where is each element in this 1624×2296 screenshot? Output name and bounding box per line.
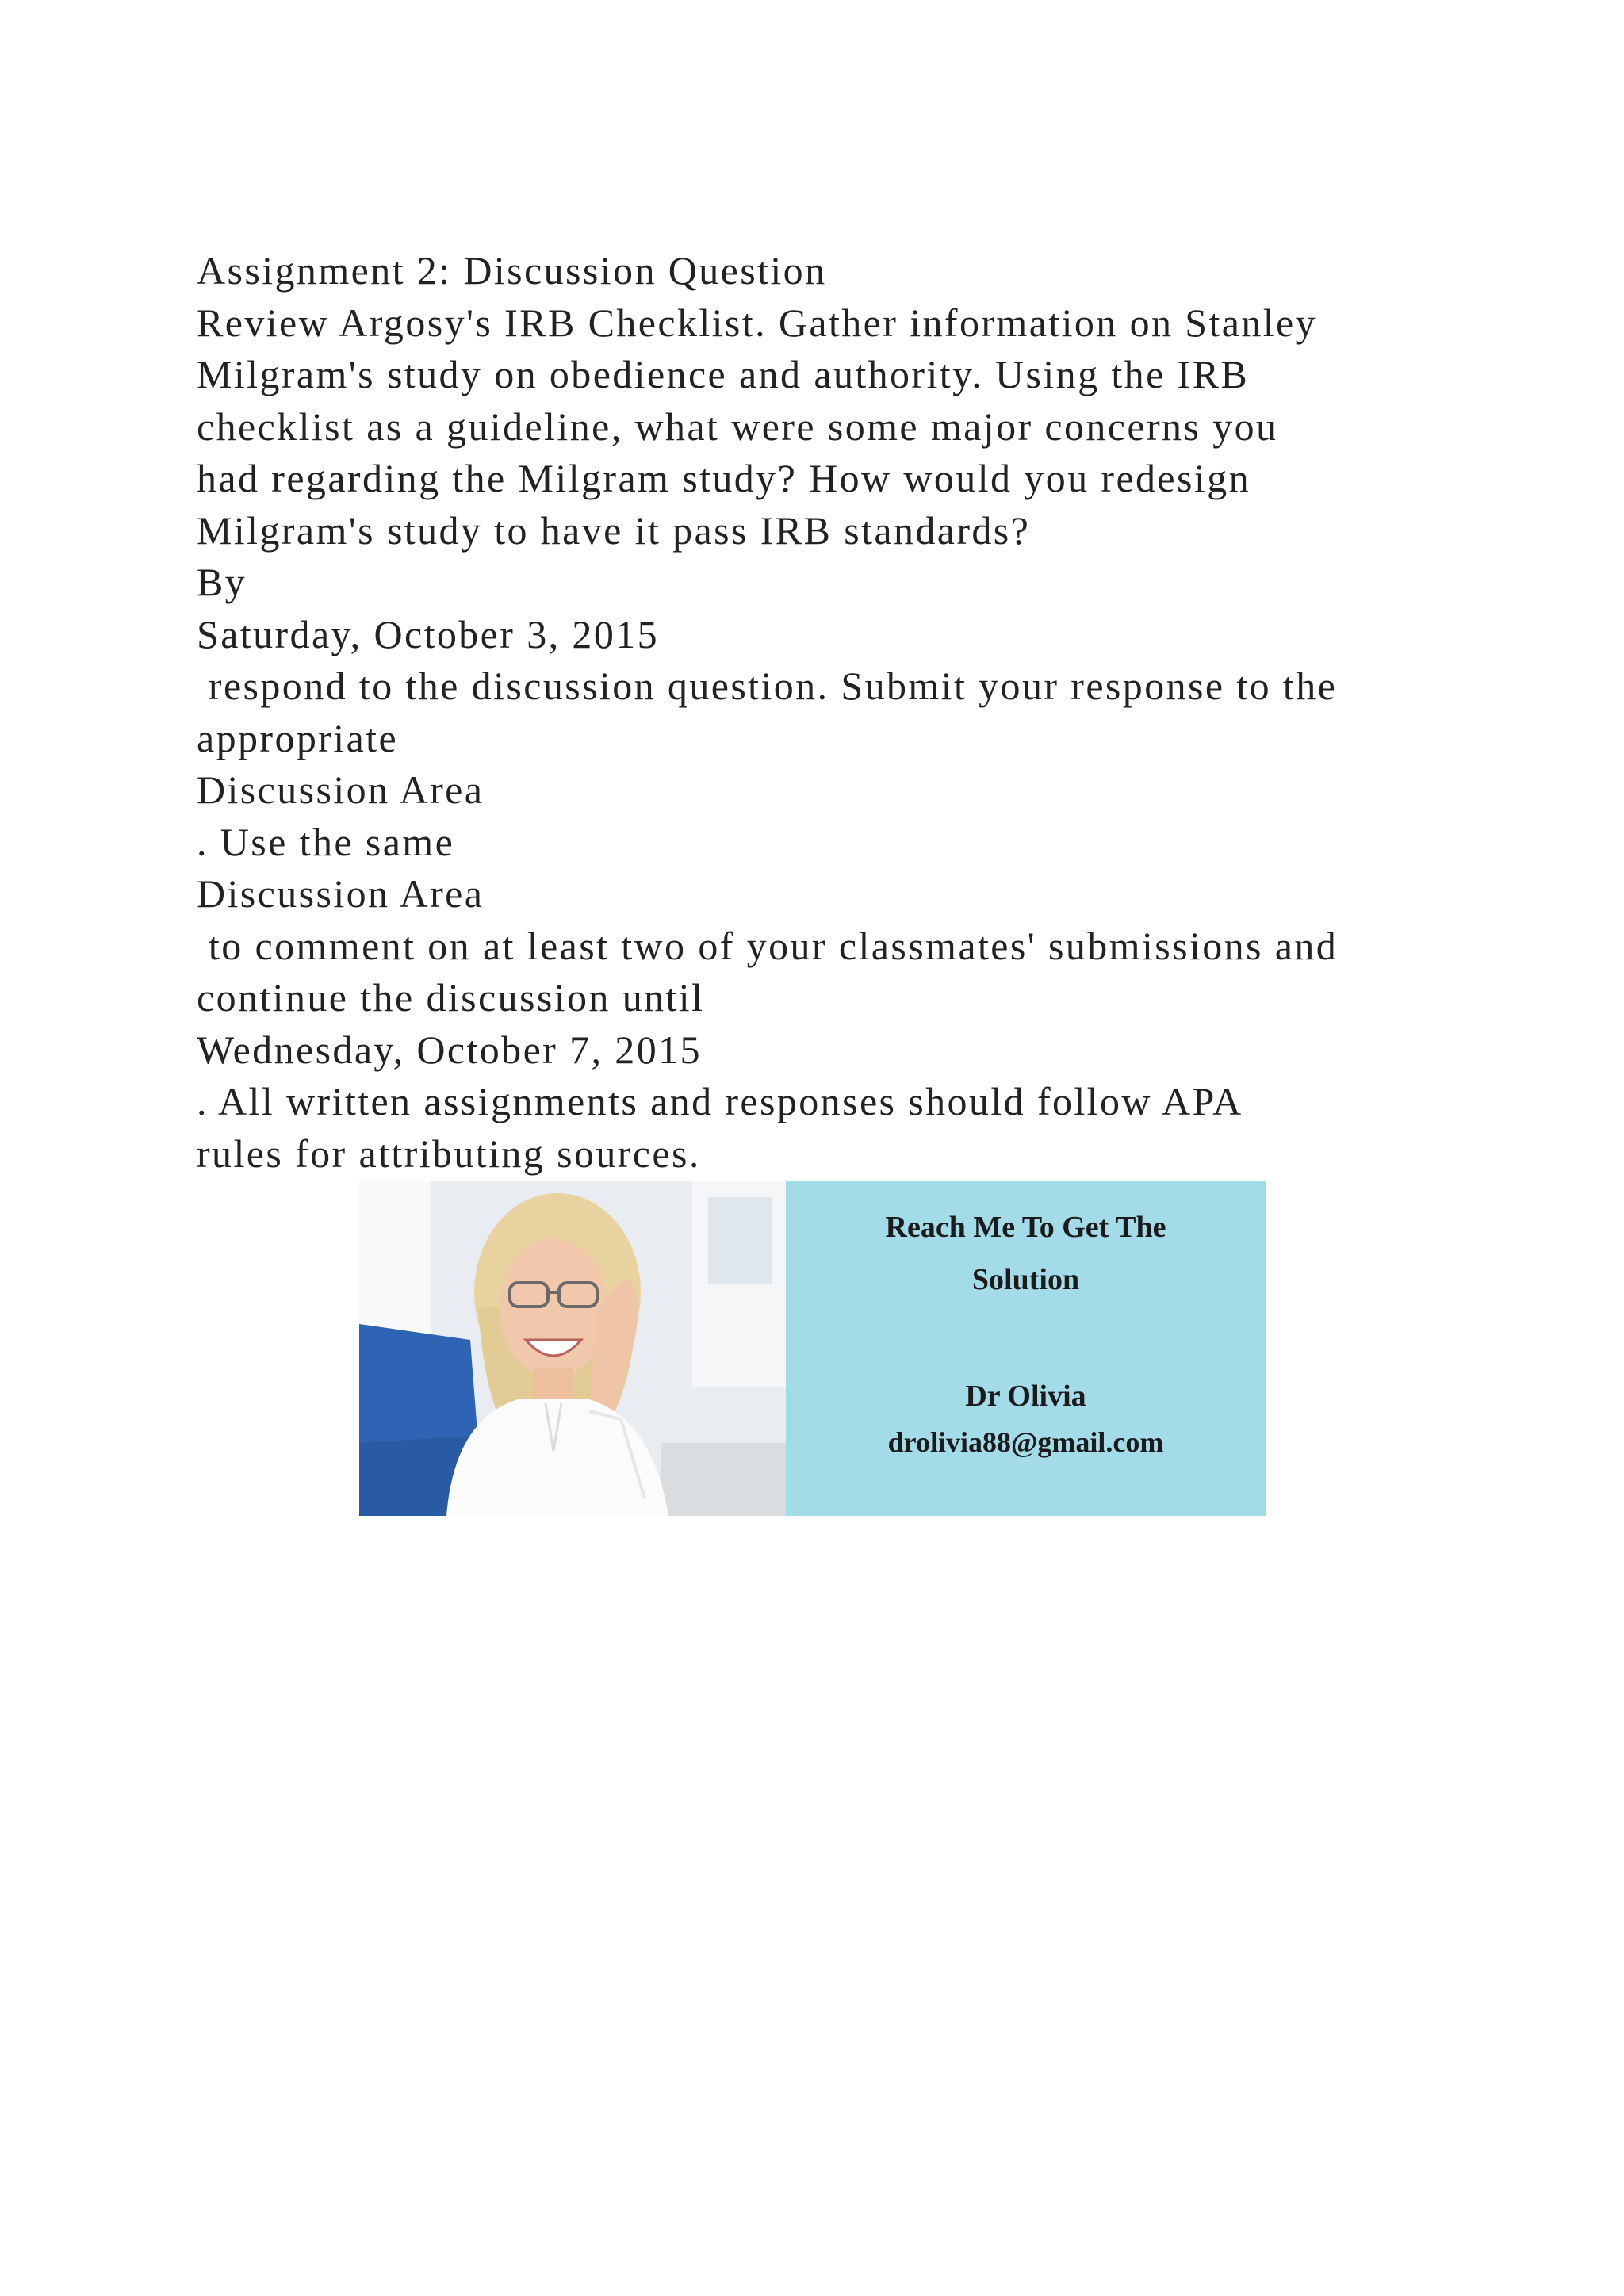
assignment-title: Assignment 2: Discussion Question — [197, 248, 827, 293]
body-line: continue the discussion until — [197, 975, 705, 1020]
contact-name: Dr Olivia — [965, 1380, 1086, 1413]
contact-panel — [786, 1181, 1266, 1516]
body-line: to comment on at least two of your classmates' submissions and — [197, 923, 1339, 968]
body-line: rules for attributing sources. — [197, 1131, 701, 1176]
contact-heading: Reach Me To Get The — [885, 1211, 1166, 1244]
body-line: checklist as a guideline, what were some major concerns you — [197, 404, 1278, 449]
body-line: appropriate — [197, 715, 399, 760]
body-line: . All written assignments and responses should follow APA — [197, 1079, 1243, 1123]
body-line: By — [197, 560, 247, 604]
contact-heading-continued: Solution — [971, 1263, 1080, 1296]
contact-banner — [359, 1181, 1266, 1516]
contact-email: drolivia88@gmail.com — [887, 1426, 1164, 1458]
due-date-second: Wednesday, October 7, 2015 — [197, 1027, 702, 1072]
due-date-first: Saturday, October 3, 2015 — [197, 611, 660, 656]
discussion-area-label: Discussion Area — [197, 767, 485, 812]
body-line: had regarding the Milgram study? How would you redesign — [197, 456, 1251, 500]
body-line: Milgram's study on obedience and authority. Using the IRB — [197, 352, 1250, 396]
woman-photo — [359, 1181, 786, 1516]
body-line: Milgram's study to have it pass IRB standards? — [197, 507, 1031, 553]
document-body — [197, 245, 1513, 1180]
discussion-area-label: Discussion Area — [197, 871, 485, 916]
body-line: . Use the same — [197, 819, 455, 864]
body-line: respond to the discussion question. Submit your response to the — [197, 664, 1338, 708]
body-line: Review Argosy's IRB Checklist. Gather information on Stanley — [197, 300, 1318, 345]
